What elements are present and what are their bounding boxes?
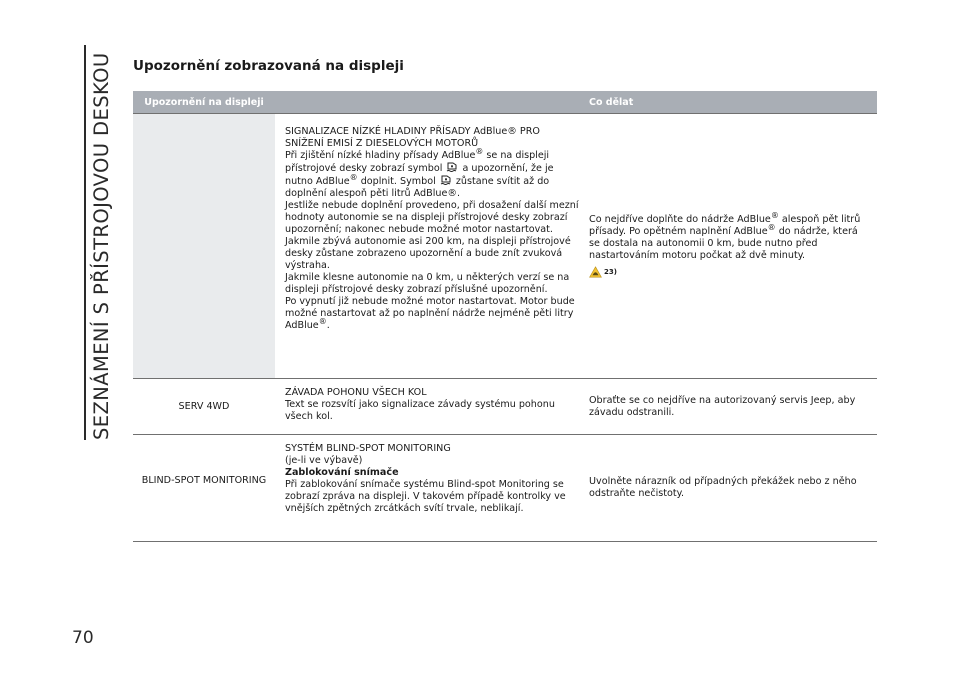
warning-ref-number: 23) [604,268,617,276]
warning-reference [589,266,871,278]
row-paragraph: Jakmile zbývá autonomie asi 200 km, na displeji přístrojové desky zůstane zobrazeno upozornění a bude znít zvuková výstraha. [285,236,571,271]
row-subtitle: (je-li ve výbavě) [285,455,363,466]
table-row [133,379,877,435]
section-title: Upozornění zobrazovaná na displeji [133,58,404,74]
row-description [275,379,581,434]
table-row [133,435,877,542]
row-paragraph: Po vypnutí již nebude možné motor nastartovat. Motor bude možné nastartovat až po naplnění nádrže nejméně pěti litry AdBlue®. [285,296,575,331]
row-paragraph: Při zablokování snímače systému Blind-spot Monitoring se zobrazí zpráva na displeji. V takovém případě kontrolky ve vnějších zpětných zrcátkách svítí trvale, neblikají. [285,479,566,514]
page-number: 70 [72,628,94,648]
row-description [275,435,581,541]
row-action [581,435,877,541]
adblue-icon [440,175,452,186]
header-what-to-do: Co dělat [589,96,634,108]
row-paragraph: Při zjištění nízké hladiny přísady AdBlue® se na displeji přístrojové desky zobrazí symbol a upozornění, že je nutno AdBlue® doplnit. Symbol zůstane svítit až do doplnění alespoň pěti litrů AdBlue®. [285,147,554,199]
header-description [275,91,581,113]
row-paragraph: Jakmile klesne autonomie na 0 km, u některých verzí se na displeji přístrojové desky zobrazí příslušné upozornění. [285,272,570,295]
row-title: SYSTÉM BLIND-SPOT MONITORING [285,443,451,454]
row-title: SIGNALIZACE NÍZKÉ HLADINY PŘÍSADY AdBlue® PRO SNÍŽENÍ EMISÍ Z DIESELOVÝCH MOTORŮ [285,126,540,149]
adblue-icon [446,162,458,173]
row-action-text: Obraťte se co nejdříve na autorizovaný servis Jeep, aby závadu odstranili. [589,394,856,418]
chapter-side-title: SEZNÁMENÍ S PŘÍSTROJOVOU DESKOU [84,45,113,440]
row-bold-heading: Zablokování snímače [285,467,399,478]
row-paragraph: Text se rozsvítí jako signalizace závady systému pohonu všech kol. [285,399,555,422]
row-title: ZÁVADA POHONU VŠECH KOL [285,387,427,398]
table-header [133,91,877,113]
row-action-text: Co nejdříve doplňte do nádrže AdBlue® alespoň pět litrů přísady. Po opětném naplnění AdBlue® do nádrže, která se dostala na autonomii 0 km, bude nutno před nastartováním motoru počkat až dvě minuty. [589,211,861,261]
row-display-message [133,114,275,378]
warning-triangle-icon [589,266,602,278]
header-display-message: Upozornění na displeji [144,96,264,108]
row-description [275,114,581,378]
row-action [581,114,877,378]
row-paragraph: Jestliže nebude doplnění provedeno, při dosažení další mezní hodnoty autonomie se na displeji přístrojové desky zobrazí upozornění; nakonec nebude možné motor nastartovat. [285,200,579,235]
row-action-text: Uvolněte nárazník od případných překážek nebo z něho odstraňte nečistoty. [589,476,857,499]
display-warnings-table [133,91,877,542]
table-row [133,113,877,379]
row-action [581,379,877,434]
row-display-message: SERV 4WD [178,400,230,412]
row-display-message: BLIND-SPOT MONITORING [141,475,267,486]
